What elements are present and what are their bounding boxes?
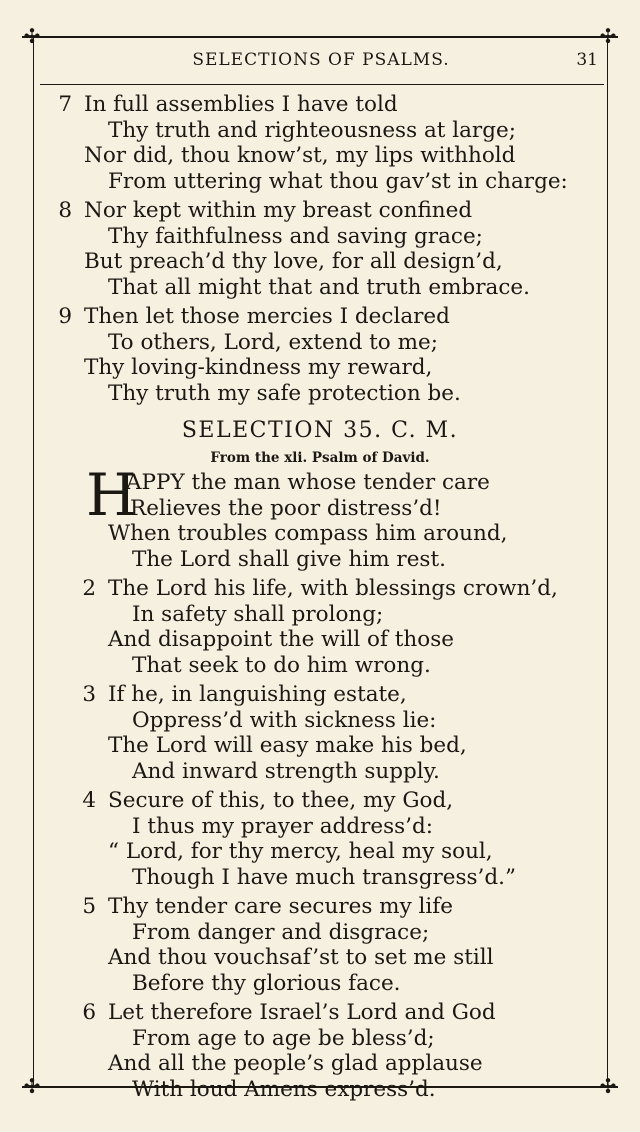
verse-text: I thus my prayer address’d:	[132, 813, 433, 839]
verse-number: 4	[82, 788, 96, 813]
page-header	[40, 48, 602, 74]
verse-line	[0, 894, 640, 920]
verse-text: Nor kept within my breast confined	[84, 198, 473, 223]
verse-line	[0, 814, 640, 840]
header-rule	[40, 84, 604, 85]
corner-ornament-icon: ✣	[599, 1074, 617, 1098]
verse-text: Oppress’d with sickness lie:	[132, 707, 437, 733]
page-content	[0, 92, 640, 1106]
verse-text: Thy tender care secures my life	[108, 894, 453, 919]
stanza	[0, 1000, 640, 1102]
verse-text: The Lord his life, with blessings crown’d,	[108, 576, 558, 601]
verse-line	[0, 1000, 640, 1026]
verse-line	[0, 496, 640, 522]
verse-number: 5	[82, 894, 96, 919]
verse-line	[0, 759, 640, 785]
top-border-rule	[22, 36, 618, 38]
verse-text: In safety shall prolong;	[132, 601, 384, 627]
verse-line	[0, 547, 640, 573]
verse-line	[0, 224, 640, 250]
verse-line	[0, 682, 640, 708]
verse-line	[0, 92, 640, 118]
verse-line	[0, 945, 640, 971]
verse-text: And disappoint the will of those	[108, 627, 454, 652]
stanza	[0, 198, 640, 300]
verse-line	[0, 1026, 640, 1052]
verse-text: The Lord shall give him rest.	[132, 546, 446, 572]
verse-line	[0, 1051, 640, 1077]
verse-line	[0, 653, 640, 679]
stanza	[0, 92, 640, 194]
running-title: SELECTIONS OF PSALMS.	[192, 50, 450, 70]
verse-number: 2	[82, 576, 96, 601]
verse-line	[0, 971, 640, 997]
verse-text: “ Lord, for thy mercy, heal my soul,	[108, 839, 493, 864]
verse-text: Though I have much transgress’d.”	[132, 864, 516, 890]
verse-text: To others, Lord, extend to me;	[108, 329, 438, 355]
verse-text: Thy truth and righteousness at large;	[108, 117, 516, 143]
verse-line	[0, 355, 640, 381]
stanza	[0, 894, 640, 996]
verse-text: From age to age be bless’d;	[132, 1025, 435, 1051]
verse-line	[0, 118, 640, 144]
verse-line	[0, 708, 640, 734]
verse-text: The Lord will easy make his bed,	[108, 733, 467, 758]
verse-line	[0, 1074, 640, 1103]
verse-text: Then let those mercies I declared	[84, 304, 450, 329]
verse-text: When troubles compass him around,	[108, 521, 508, 546]
corner-ornament-icon: ✣	[23, 1074, 41, 1098]
verse-line	[0, 304, 640, 330]
verse-text: But preach’d thy love, for all design’d,	[84, 249, 503, 274]
verse-number: 3	[82, 682, 96, 707]
verse-line	[0, 865, 640, 891]
verse-line	[0, 381, 640, 407]
verse-line	[0, 521, 640, 547]
verse-line	[0, 143, 640, 169]
verse-number: 8	[58, 198, 72, 223]
corner-ornament-icon: ✣	[23, 24, 41, 48]
verse-line	[0, 330, 640, 356]
verse-number: 7	[58, 92, 72, 117]
verse-text: Let therefore Israel’s Lord and God	[108, 1000, 496, 1025]
verse-line	[0, 249, 640, 275]
stanza-gap	[0, 1102, 640, 1106]
verse-text: That all might that and truth embrace.	[108, 274, 530, 300]
verse-line	[0, 602, 640, 628]
verse-line	[0, 275, 640, 301]
verse-text: Secure of this, to thee, my God,	[108, 788, 454, 813]
verse-line	[0, 169, 640, 195]
stanza	[0, 788, 640, 890]
verse-line	[0, 470, 640, 496]
verse-line	[0, 576, 640, 602]
verse-text: Before thy glorious face.	[132, 970, 401, 996]
verse-text: With loud Amens express’d.	[132, 1076, 436, 1102]
verse-text: Thy loving-kindness my reward,	[84, 355, 433, 380]
verse-line	[0, 788, 640, 814]
verse-text: And thou vouchsaf’st to set me still	[108, 945, 494, 970]
verse-line	[0, 627, 640, 653]
selection-title: SELECTION 35. C. M.	[181, 418, 459, 443]
verse-text: APPY the man whose tender care	[126, 470, 490, 495]
verse-text: And all the people’s glad applause	[108, 1051, 483, 1076]
verse-text: Thy faithfulness and saving grace;	[108, 223, 483, 249]
first-stanza	[0, 461, 640, 572]
verse-line	[0, 198, 640, 224]
verse-text: Nor did, thou know’st, my lips withhold	[84, 143, 516, 168]
drop-cap-letter: H	[86, 461, 137, 529]
verse-text: In full assemblies I have told	[84, 92, 398, 117]
page-number: 31	[576, 50, 598, 70]
verse-text: That seek to do him wrong.	[132, 652, 431, 678]
stanza	[0, 304, 640, 406]
verse-text: From uttering what thou gav’st in charge:	[108, 168, 568, 194]
verse-text: If he, in languishing estate,	[108, 682, 407, 707]
verse-line	[0, 920, 640, 946]
verse-number: 6	[82, 1000, 96, 1025]
verse-line	[0, 733, 640, 759]
verse-text: Relieves the poor distress’d!	[130, 495, 442, 521]
verse-text: And inward strength supply.	[132, 758, 440, 784]
verse-text: From danger and disgrace;	[132, 919, 430, 945]
verse-line	[0, 839, 640, 865]
verse-number: 9	[58, 304, 72, 329]
corner-ornament-icon: ✣	[599, 24, 617, 48]
stanza	[0, 576, 640, 678]
stanza	[0, 682, 640, 784]
selection-source: From the xli. Psalm of David.	[210, 450, 430, 466]
verse-text: Thy truth my safe protection be.	[108, 380, 461, 406]
